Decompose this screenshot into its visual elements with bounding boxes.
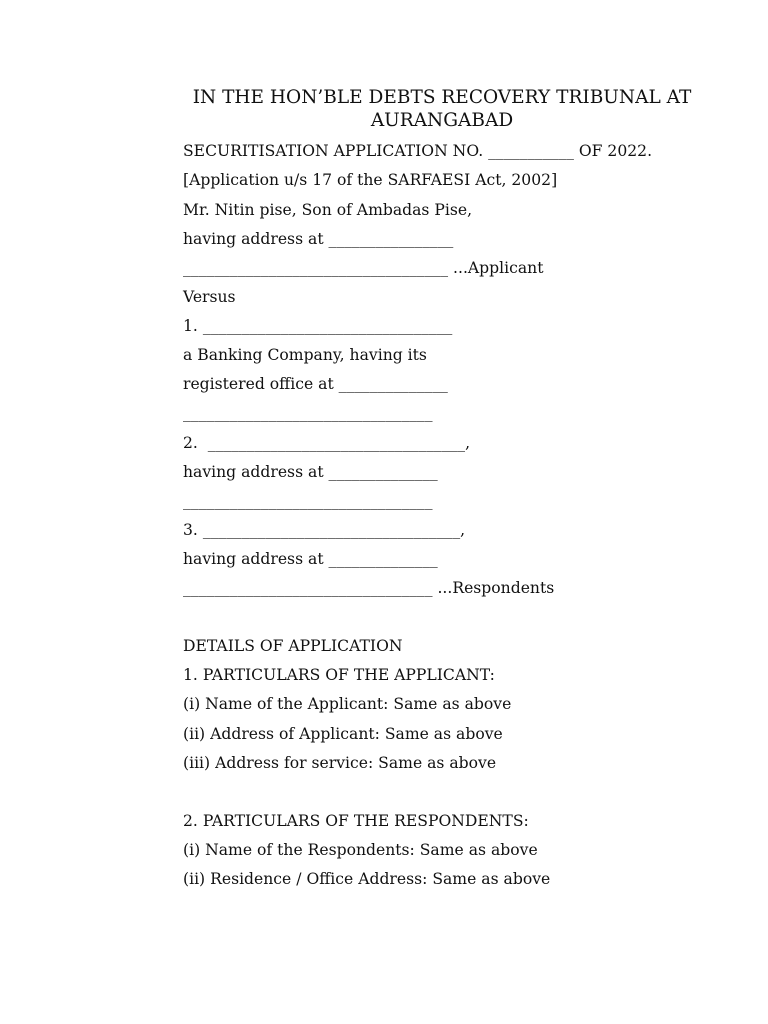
applicant-name: Mr. Nitin pise, Son of Ambadas Pise, xyxy=(183,201,473,219)
application-under-section: [Application u/s 17 of the SARFAESI Act, 2002] xyxy=(183,171,558,189)
respondent-3-address: having address at ______________ xyxy=(183,550,438,568)
respondent-2: 2. _________________________________, xyxy=(183,434,471,452)
document-title xyxy=(192,86,692,132)
respondent-particular-item: (i) Name of the Respondents: Same as above xyxy=(183,841,538,859)
applicant-particular-item: (i) Name of the Applicant: Same as above xyxy=(183,695,512,713)
title-line-1: IN THE HON’BLE DEBTS RECOVERY TRIBUNAL AT xyxy=(192,87,692,108)
details-heading: DETAILS OF APPLICATION xyxy=(183,637,403,655)
applicant-line: __________________________________ ...Applicant xyxy=(183,259,544,277)
respondents-particulars-heading: 2. PARTICULARS OF THE RESPONDENTS: xyxy=(183,812,529,830)
respondent-2-address: having address at ______________ xyxy=(183,463,438,481)
respondent-1: 1. ________________________________ xyxy=(183,317,453,335)
versus-label: Versus xyxy=(183,288,236,306)
respondents-line: ________________________________ ...Respondents xyxy=(183,579,555,597)
applicant-particulars-heading: 1. PARTICULARS OF THE APPLICANT: xyxy=(183,666,495,684)
respondent-1-blank: ________________________________ xyxy=(183,404,433,422)
application-number: SECURITISATION APPLICATION NO. ___________ OF 2022. xyxy=(183,142,653,160)
applicant-particular-item: (iii) Address for service: Same as above xyxy=(183,754,497,772)
respondent-3: 3. _________________________________, xyxy=(183,521,466,539)
respondent-particular-item: (ii) Residence / Office Address: Same as above xyxy=(183,870,551,888)
respondent-2-blank: ________________________________ xyxy=(183,492,433,510)
applicant-address: having address at ________________ xyxy=(183,230,454,248)
respondent-1-office: registered office at ______________ xyxy=(183,375,448,393)
applicant-particular-item: (ii) Address of Applicant: Same as above xyxy=(183,725,503,743)
respondent-1-description: a Banking Company, having its xyxy=(183,346,427,364)
title-line-2: AURANGABAD xyxy=(370,110,514,131)
